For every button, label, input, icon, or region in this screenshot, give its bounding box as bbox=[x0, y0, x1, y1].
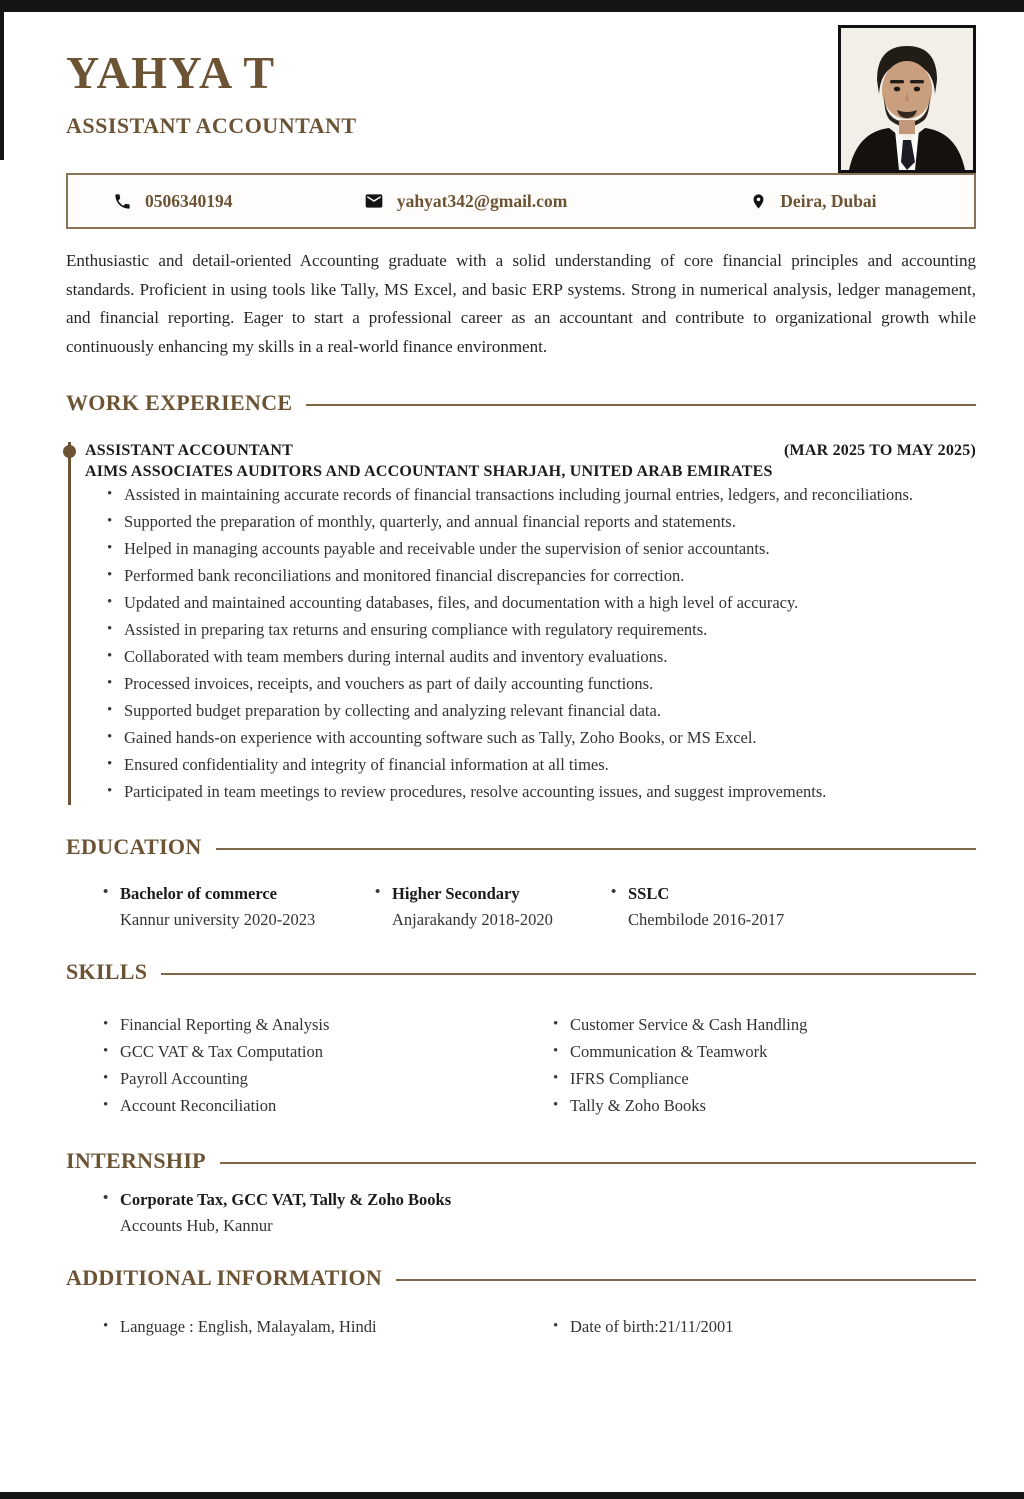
degree-name: • Bachelor of commerce bbox=[103, 884, 375, 904]
education-item bbox=[103, 884, 375, 930]
degree-detail: Kannur university 2020-2023 bbox=[120, 910, 316, 929]
section-internship bbox=[66, 1148, 976, 1236]
timeline-dot bbox=[63, 445, 76, 458]
skill-item: • Account Reconciliation bbox=[103, 1092, 553, 1119]
mail-icon bbox=[364, 191, 384, 211]
section-work-experience bbox=[66, 390, 976, 805]
internship-title: • Corporate Tax, GCC VAT, Tally & Zoho Books bbox=[103, 1190, 976, 1210]
section-skills bbox=[66, 959, 976, 1119]
work-bullet: • Participated in team meetings to review procedures, resolve accounting issues, and suggest improvements. bbox=[107, 778, 976, 805]
section-header bbox=[66, 1148, 976, 1174]
work-bullet-list bbox=[85, 481, 976, 805]
degree-detail: Anjarakandy 2018-2020 bbox=[392, 910, 553, 929]
work-bullet: • Assisted in preparing tax returns and ensuring compliance with regulatory requirements. bbox=[107, 616, 976, 643]
section-header bbox=[66, 390, 976, 416]
education-item bbox=[611, 884, 976, 930]
section-title-education: EDUCATION bbox=[66, 834, 202, 859]
skills-right-column bbox=[553, 1011, 976, 1119]
degree-name: • Higher Secondary bbox=[375, 884, 611, 904]
skills-left-column bbox=[103, 1011, 553, 1119]
additional-right-column bbox=[553, 1313, 976, 1340]
skill-item: • Customer Service & Cash Handling bbox=[553, 1011, 976, 1038]
screenshot-bottom-edge bbox=[0, 1492, 1024, 1499]
work-bullet: • Updated and maintained accounting databases, files, and documentation with a high level of accuracy. bbox=[107, 589, 976, 616]
additional-left-column bbox=[103, 1313, 553, 1340]
internship-detail: Accounts Hub, Kannur bbox=[120, 1216, 273, 1235]
work-bullet: • Ensured confidentiality and integrity of financial information at all times. bbox=[107, 751, 976, 778]
skill-item: • IFRS Compliance bbox=[553, 1065, 976, 1092]
work-bullet: • Processed invoices, receipts, and vouchers as part of daily accounting functions. bbox=[107, 670, 976, 697]
section-title-additional: ADDITIONAL INFORMATION bbox=[66, 1265, 383, 1290]
work-bullet: • Gained hands-on experience with accounting software such as Tally, Zoho Books, or MS Excel. bbox=[107, 724, 976, 751]
skill-item: • Communication & Teamwork bbox=[553, 1038, 976, 1065]
contact-location bbox=[720, 191, 974, 212]
job-date-range: (MAR 2025 TO MAY 2025) bbox=[784, 442, 976, 459]
location-pin-icon bbox=[750, 192, 767, 211]
job-title: ASSISTANT ACCOUNTANT bbox=[85, 442, 294, 459]
section-header bbox=[66, 959, 976, 985]
work-entry bbox=[68, 442, 976, 805]
portrait-photo-graphic bbox=[841, 28, 973, 170]
job-title-row bbox=[85, 442, 976, 460]
work-bullet: • Supported budget preparation by collecting and analyzing relevant financial data. bbox=[107, 697, 976, 724]
skill-item: • GCC VAT & Tax Computation bbox=[103, 1038, 553, 1065]
skill-item: • Tally & Zoho Books bbox=[553, 1092, 976, 1119]
work-bullet: • Supported the preparation of monthly, quarterly, and annual financial reports and statements. bbox=[107, 508, 976, 535]
date-of-birth-info: • Date of birth:21/11/2001 bbox=[553, 1313, 976, 1340]
work-bullet: • Collaborated with team members during internal audits and inventory evaluations. bbox=[107, 643, 976, 670]
phone-number: 0506340194 bbox=[145, 190, 233, 211]
section-education bbox=[66, 834, 976, 930]
section-title-internship: INTERNSHIP bbox=[66, 1148, 206, 1173]
work-bullet: • Assisted in maintaining accurate records of financial transactions including journal entries, ledgers, and reconciliations. bbox=[107, 481, 976, 508]
work-bullet: • Performed bank reconciliations and monitored financial discrepancies for correction. bbox=[107, 562, 976, 589]
location-text: Deira, Dubai bbox=[780, 190, 877, 211]
section-rule bbox=[220, 1162, 976, 1164]
degree-name: • SSLC bbox=[611, 884, 976, 904]
degree-detail: Chembilode 2016-2017 bbox=[628, 910, 785, 929]
phone-icon bbox=[113, 192, 132, 211]
section-title-skills: SKILLS bbox=[66, 959, 148, 984]
candidate-title: ASSISTANT ACCOUNTANT bbox=[66, 113, 357, 138]
company-name: AIMS ASSOCIATES AUDITORS AND ACCOUNTANT SHARJAH, UNITED ARAB EMIRATES bbox=[85, 463, 773, 480]
education-item bbox=[375, 884, 611, 930]
section-header bbox=[66, 834, 976, 860]
skill-item: • Financial Reporting & Analysis bbox=[103, 1011, 553, 1038]
education-grid bbox=[66, 884, 976, 930]
skills-grid bbox=[66, 1011, 976, 1119]
contact-bar bbox=[66, 173, 976, 229]
contact-email bbox=[358, 191, 720, 212]
contact-phone bbox=[68, 191, 358, 212]
profile-photo bbox=[838, 25, 976, 173]
section-header bbox=[66, 1265, 976, 1291]
section-rule bbox=[306, 404, 976, 406]
profile-summary: Enthusiastic and detail-oriented Accounting graduate with a solid understanding of core financial principles and accounting standards. Proficient in using tools like Tally, MS Excel, and basic ERP systems. Strong in numerical analysis, ledger management, and financial reporting. Eager to start a professional career as an accountant and contribute to organizational growth while continuously enhancing my skills in a real-world finance environment. bbox=[66, 251, 976, 356]
section-rule bbox=[161, 973, 976, 975]
work-bullet: • Helped in managing accounts payable and receivable under the supervision of senior accountants. bbox=[107, 535, 976, 562]
section-rule bbox=[396, 1279, 976, 1281]
section-additional-information bbox=[66, 1265, 976, 1340]
email-address: yahyat342@gmail.com bbox=[396, 190, 568, 211]
language-info: • Language : English, Malayalam, Hindi bbox=[103, 1313, 553, 1340]
additional-grid bbox=[66, 1313, 976, 1340]
skill-item: • Payroll Accounting bbox=[103, 1065, 553, 1092]
header bbox=[66, 46, 976, 139]
internship-entry bbox=[66, 1190, 976, 1236]
section-rule bbox=[216, 848, 976, 850]
candidate-name: YAHYA T bbox=[66, 47, 276, 98]
section-title-work: WORK EXPERIENCE bbox=[66, 390, 293, 415]
